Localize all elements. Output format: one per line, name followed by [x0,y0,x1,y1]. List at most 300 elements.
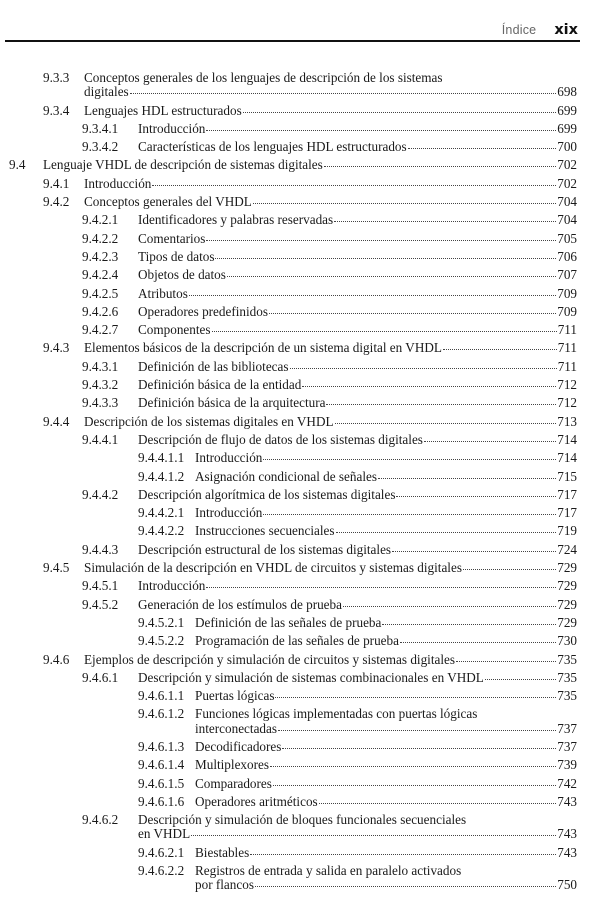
dot-leader [212,330,557,332]
entry-body [84,415,600,429]
entry-line [43,158,577,172]
entry-body [195,634,600,648]
entry-number: 9.4.5 [43,560,70,576]
entry-page: 699 [557,120,577,136]
entry-line [138,305,577,319]
toc-entry[interactable] [0,394,600,412]
entry-number: 9.4.6.1 [82,669,119,685]
dot-leader [302,385,556,387]
entry-line [84,341,577,355]
toc-entry[interactable] [0,811,600,844]
entry-page: 699 [557,102,577,118]
entry-title: Introducción [195,505,263,521]
entry-number: 9.4.6.1.2 [138,706,185,722]
entry-body [138,122,600,136]
entry-number: 9.4.2 [43,194,70,210]
entry-line [195,506,577,520]
entry-body [138,543,600,557]
entry-body [195,864,600,893]
entry-body [84,341,600,355]
entry-page: 715 [557,468,577,484]
entry-body [195,758,600,772]
entry-body [195,795,600,809]
dot-leader [191,834,556,836]
entry-number: 9.4.6.1.4 [138,757,185,773]
entry-title: Introducción [195,450,263,466]
entry-page: 729 [557,614,577,630]
dot-leader [319,802,557,804]
dot-leader [382,623,556,625]
entry-title: Descripción y simulación de bloques funcionales secuenciales [138,812,467,828]
entry-body [138,232,600,246]
entry-body [84,561,600,575]
entry-body [138,250,600,264]
entry-page: 729 [557,560,577,576]
entry-number: 9.4.2.6 [82,303,119,319]
entry-title: Decodificadores [195,738,282,754]
entry-page: 712 [557,377,577,393]
dot-leader [396,495,556,497]
dot-leader [206,239,556,241]
entry-line [195,616,577,630]
entry-line [138,268,577,282]
entry-body [138,598,600,612]
entry-number: 9.4.6 [43,651,70,667]
entry-number: 9.4.4.2.2 [138,523,185,539]
entry-page: 702 [557,157,577,173]
dot-leader [400,641,556,643]
entry-title: Operadores predefinidos [138,303,268,319]
dot-leader [255,885,556,887]
entry-title: Multiplexores [195,757,269,773]
entry-line [84,653,577,667]
entry-page: 729 [557,596,577,612]
toc-entry[interactable] [0,844,600,862]
entry-title: Características de los lenguajes HDL estructurados [138,139,407,155]
entry-number: 9.3.3 [43,70,70,85]
entry-page: 729 [557,578,577,594]
entry-page: 704 [557,212,577,228]
entry-line [138,250,577,264]
entry-body [195,846,600,860]
dot-leader [152,184,556,186]
entry-number: 9.4.6.2.1 [138,844,185,860]
entry-line [195,722,577,736]
entry-number: 9.4.4.1.1 [138,450,185,466]
toc-entry[interactable] [0,614,600,632]
entry-title: digitales [84,84,129,100]
entry-line [138,813,577,827]
entry-page: 743 [557,844,577,860]
entry-title: Conceptos generales de los lenguajes de descripción de los sistemas [84,70,443,85]
entry-page: 702 [557,175,577,191]
entry-page: 724 [557,541,577,557]
entry-body [43,158,600,172]
entry-title: Definición básica de la entidad [138,377,302,393]
entry-body [84,104,600,118]
entry-page: 707 [557,267,577,283]
entry-title: Descripción de los sistemas digitales en VHDL [84,413,334,429]
entry-number: 9.4.6.1.1 [138,688,185,704]
entry-line [195,758,577,772]
entry-number: 9.4.2.5 [82,285,119,301]
entry-title: Biestables [195,844,250,860]
entry-number: 9.3.4.1 [82,120,119,136]
entry-page: 709 [557,303,577,319]
entry-number: 9.4.6.1.3 [138,738,185,754]
entry-title: Definición de las bibliotecas [138,358,289,374]
toc-entry[interactable] [0,862,600,895]
entry-body [138,287,600,301]
entry-line [138,579,577,593]
entry-title: Tipos de datos [138,248,215,264]
entry-line [138,598,577,612]
dot-leader [278,729,556,731]
entry-number: 9.3.4 [43,102,70,118]
entry-body [84,195,600,209]
dot-leader [206,129,556,131]
dot-leader [324,165,556,167]
toc-entry[interactable] [0,303,600,321]
dot-leader [485,678,556,680]
entry-title: Puertas lógicas [195,688,275,704]
entry-number: 9.4.6.1.6 [138,793,185,809]
toc-entry[interactable] [0,211,600,229]
toc-entry[interactable] [0,486,600,504]
dot-leader [343,605,556,607]
toc-entry[interactable] [0,522,600,540]
entry-page: 743 [557,793,577,809]
toc-entry[interactable] [0,175,600,193]
entry-title: Identificadores y palabras reservadas [138,212,334,228]
entry-number: 9.4.3 [43,340,70,356]
toc-entry[interactable] [0,775,600,793]
entry-number: 9.4.5.2.2 [138,633,185,649]
toc-entry[interactable] [0,358,600,376]
entry-page: 709 [557,285,577,301]
header-rule [5,40,580,42]
dot-leader [424,440,556,442]
entry-body [138,813,600,842]
entry-body [195,689,600,703]
entry-page: 750 [557,877,577,893]
entry-number: 9.4.5.1 [82,578,119,594]
entry-body [138,378,600,392]
dot-leader [282,747,556,749]
dot-leader [456,660,556,662]
dot-leader [253,202,556,204]
entry-title: Instrucciones secuenciales [195,523,335,539]
entry-line [138,287,577,301]
entry-body [138,305,600,319]
entry-body [195,740,600,754]
dot-leader [130,92,557,94]
entry-line [84,177,577,191]
entry-number: 9.4.4.2.1 [138,505,185,521]
entry-line [138,232,577,246]
toc-entry[interactable] [0,793,600,811]
toc-entry[interactable] [0,651,600,669]
entry-page: 713 [557,413,577,429]
toc-entry[interactable] [0,577,600,595]
entry-page: 737 [557,720,577,736]
entry-title: Operadores aritméticos [195,793,318,809]
entry-number: 9.3.4.2 [82,139,119,155]
entry-line [84,71,577,85]
entry-line [138,140,577,154]
dot-leader [334,220,556,222]
entry-line [195,451,577,465]
entry-page: 742 [557,775,577,791]
entry-line [84,195,577,209]
entry-title: Introducción [138,578,206,594]
entry-number: 9.4.2.4 [82,267,119,283]
entry-page: 698 [557,84,577,100]
entry-line [84,415,577,429]
entry-body [138,268,600,282]
entry-number: 9.4.4.2 [82,486,119,502]
entry-line [138,396,577,410]
dot-leader [463,568,556,570]
entry-title: Funciones lógicas implementadas con puertas lógicas [195,706,478,722]
entry-body [195,506,600,520]
entry-title: interconectadas [195,720,278,736]
entry-number: 9.4.3.2 [82,377,119,393]
toc-entry[interactable] [0,413,600,431]
entry-number: 9.4.4.1 [82,431,119,447]
entry-title: Conceptos generales del VHDL [84,194,252,210]
entry-body [195,451,600,465]
entry-title: Elementos básicos de la descripción de un sistema digital en VHDL [84,340,442,356]
toc-entry[interactable] [0,339,600,357]
entry-number: 9.4.2.7 [82,322,119,338]
toc-entry[interactable] [0,193,600,211]
entry-number: 9.4.6.1.5 [138,775,185,791]
table-of-contents [0,69,600,895]
toc-entry[interactable] [0,156,600,174]
entry-number: 9.4.6.2.2 [138,863,185,879]
entry-line [138,543,577,557]
entry-title: Ejemplos de descripción y simulación de circuitos y sistemas digitales [84,651,456,667]
entry-title: Objetos de datos [138,267,226,283]
entry-line [138,433,577,447]
entry-page: 737 [557,738,577,754]
entry-line [195,470,577,484]
entry-title: Introducción [138,120,206,136]
dot-leader [335,422,557,424]
entry-line [195,846,577,860]
page-number: xix [554,22,578,38]
entry-body [195,777,600,791]
entry-body [195,524,600,538]
entry-body [84,653,600,667]
entry-page: 714 [557,431,577,447]
dot-leader [378,477,556,479]
entry-page: 705 [557,230,577,246]
entry-line [195,864,577,878]
entry-body [195,616,600,630]
dot-leader [290,367,557,369]
entry-page: 735 [557,651,577,667]
entry-page: 704 [557,194,577,210]
entry-number: 9.4.1 [43,175,70,191]
toc-entry[interactable] [0,541,600,559]
dot-leader [326,403,556,405]
dot-leader [263,458,556,460]
toc-entry[interactable] [0,504,600,522]
entry-title: Atributos [138,285,188,301]
dot-leader [273,784,556,786]
entry-line [138,323,577,337]
toc-entry[interactable] [0,285,600,303]
toc-entry[interactable] [0,559,600,577]
entry-page: 706 [557,248,577,264]
entry-body [138,671,600,685]
entry-title: Registros de entrada y salida en paralelo activados [195,863,462,879]
toc-entry[interactable] [0,449,600,467]
entry-page: 711 [557,322,577,338]
toc-entry[interactable] [0,376,600,394]
toc-entry[interactable] [0,756,600,774]
entry-number: 9.4.2.1 [82,212,119,228]
entry-title: Comentarios [138,230,206,246]
entry-number: 9.4.3.3 [82,395,119,411]
entry-title: Descripción de flujo de datos de los sistemas digitales [138,431,423,447]
entry-line [138,488,577,502]
entry-line [138,122,577,136]
entry-title: Descripción y simulación de sistemas combinacionales en VHDL [138,669,484,685]
dot-leader [215,257,556,259]
entry-line [138,671,577,685]
entry-line [195,740,577,754]
entry-number: 9.4.2.2 [82,230,119,246]
entry-body [84,177,600,191]
entry-page: 714 [557,450,577,466]
entry-line [138,360,577,374]
entry-line [195,634,577,648]
entry-page: 711 [557,340,577,356]
entry-page: 717 [557,486,577,502]
entry-number: 9.4.4.3 [82,541,119,557]
entry-number: 9.4.2.3 [82,248,119,264]
dot-leader [408,147,557,149]
entry-line [138,827,577,841]
entry-title: Descripción algorítmica de los sistemas digitales [138,486,396,502]
entry-page: 743 [557,826,577,842]
entry-line [138,213,577,227]
entry-title: Generación de los estímulos de prueba [138,596,342,612]
toc-entry[interactable] [0,102,600,120]
entry-body [138,396,600,410]
entry-body [84,71,600,100]
toc-entry[interactable] [0,230,600,248]
toc-entry[interactable] [0,705,600,738]
entry-number: 9.4 [9,157,26,173]
entry-title: Definición básica de la arquitectura [138,395,326,411]
entry-body [138,433,600,447]
entry-line [84,104,577,118]
entry-page: 711 [557,358,577,374]
entry-line [195,777,577,791]
dot-leader [269,312,556,314]
toc-entry[interactable] [0,669,600,687]
toc-entry[interactable] [0,687,600,705]
entry-title: Lenguaje VHDL de descripción de sistemas digitales [43,157,323,173]
entry-body [138,140,600,154]
dot-leader [270,765,556,767]
dot-leader [227,275,556,277]
entry-title: por flancos [195,877,254,893]
entry-title: Comparadores [195,775,272,791]
entry-title: Introducción [84,175,152,191]
entry-line [195,795,577,809]
entry-body [138,323,600,337]
toc-entry[interactable] [0,266,600,284]
entry-number: 9.4.4.1.2 [138,468,185,484]
entry-title: Programación de las señales de prueba [195,633,399,649]
entry-page: 719 [557,523,577,539]
dot-leader [275,696,556,698]
entry-title: en VHDL [138,826,191,842]
running-header [502,22,578,38]
entry-title: Asignación condicional de señales [195,468,378,484]
toc-entry[interactable] [0,248,600,266]
entry-body [195,470,600,484]
entry-page: 700 [557,139,577,155]
dot-leader [206,586,556,588]
entry-body [138,488,600,502]
entry-page: 739 [557,757,577,773]
entry-title: Definición de las señales de prueba [195,614,382,630]
dot-leader [336,531,557,533]
dot-leader [189,294,556,296]
entry-line [195,689,577,703]
entry-line [138,378,577,392]
entry-title: Lenguajes HDL estructurados [84,102,242,118]
dot-leader [392,550,556,552]
entry-page: 712 [557,395,577,411]
dot-leader [243,111,557,113]
entry-line [195,707,577,721]
toc-entry[interactable] [0,138,600,156]
toc-entry[interactable] [0,468,600,486]
entry-number: 9.4.5.2 [82,596,119,612]
entry-title: Componentes [138,322,211,338]
entry-number: 9.4.6.2 [82,812,119,828]
toc-entry[interactable] [0,738,600,756]
section-title: Índice [501,23,537,37]
toc-entry[interactable] [0,321,600,339]
entry-page: 735 [557,688,577,704]
entry-line [195,524,577,538]
dot-leader [250,853,556,855]
entry-number: 9.4.4 [43,413,70,429]
toc-entry[interactable] [0,431,600,449]
toc-entry[interactable] [0,120,600,138]
dot-leader [263,513,556,515]
entry-body [138,213,600,227]
entry-page: 730 [557,633,577,649]
entry-number: 9.4.3.1 [82,358,119,374]
entry-number: 9.4.5.2.1 [138,614,185,630]
toc-entry[interactable] [0,632,600,650]
entry-line [84,561,577,575]
toc-entry[interactable] [0,596,600,614]
entry-title: Descripción estructural de los sistemas digitales [138,541,392,557]
toc-entry[interactable] [0,69,600,102]
entry-body [195,707,600,736]
entry-page: 717 [557,505,577,521]
